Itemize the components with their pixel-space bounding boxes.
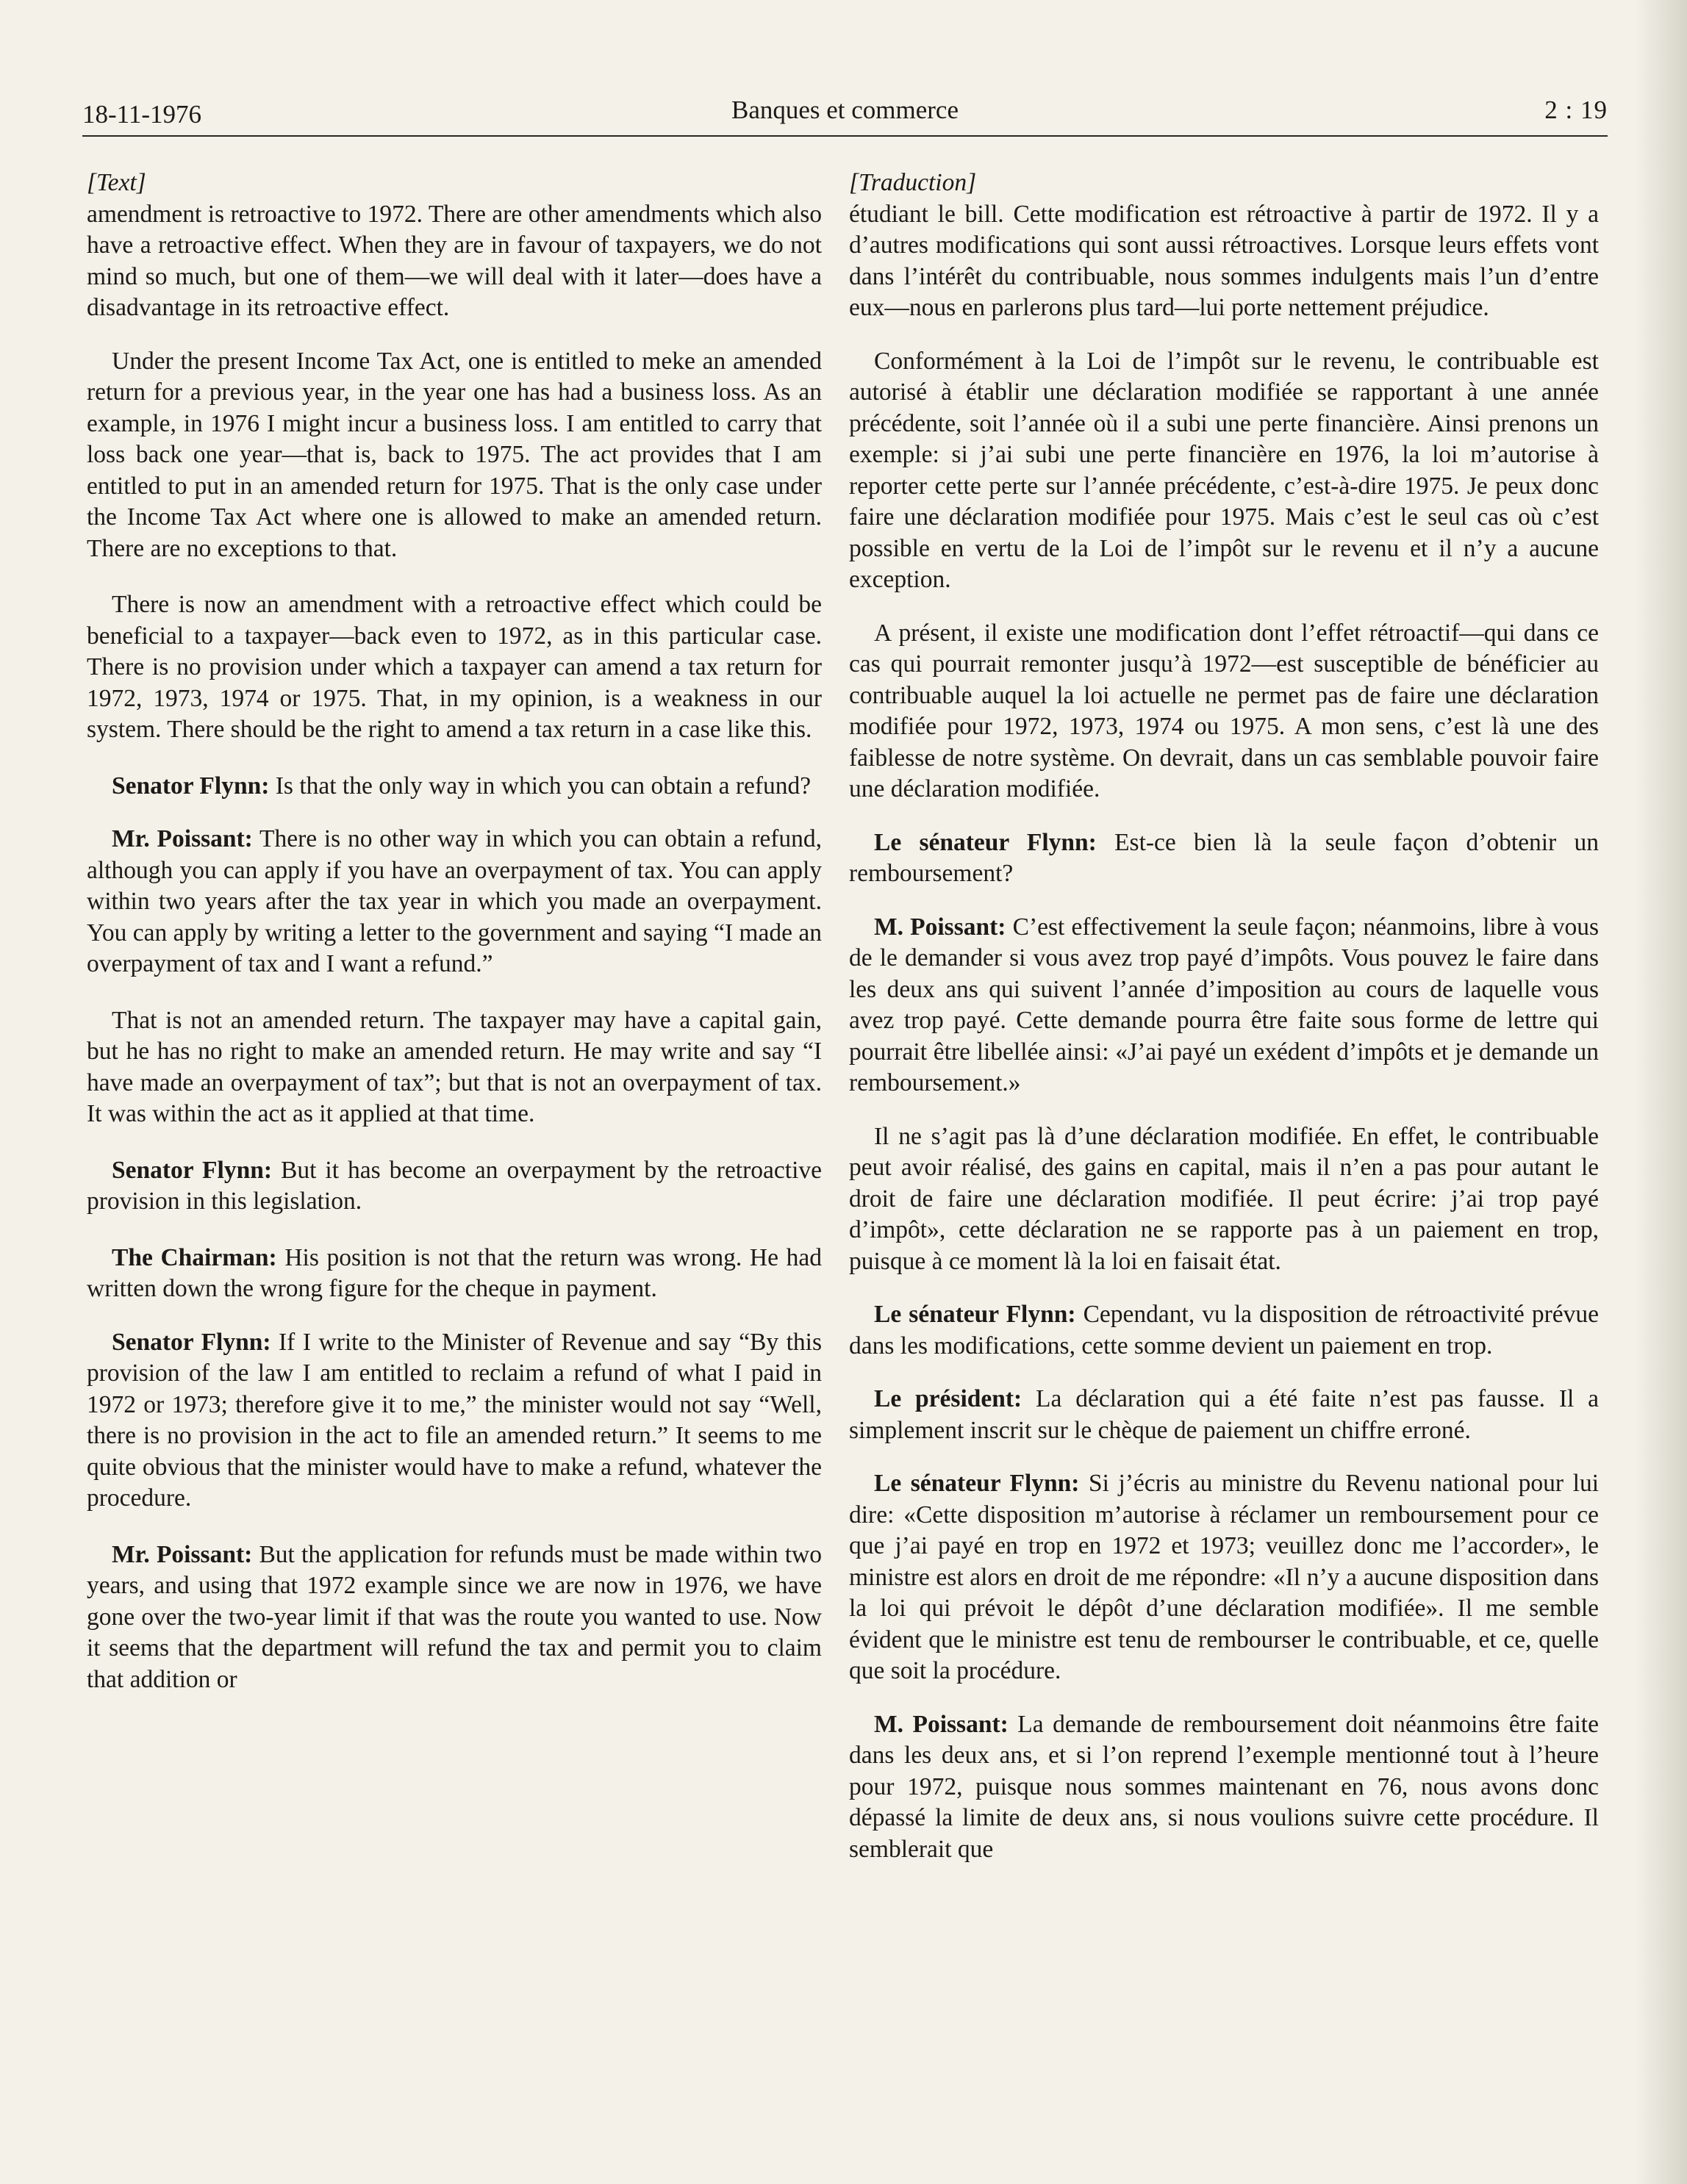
speaker-name: Senator Flynn: [112,1156,272,1184]
speaker-name: The Chairman: [112,1243,277,1271]
paragraph: A présent, il existe une modification dont l’effet rétroactif—qui dans ce cas qui pourrait remonter jusqu’à 1972—est susceptible de bénéficier au contribuable auquel la loi actuelle ne permet pas de faire une déclaration modifiée pour 1972, 1973, 1974 ou 1975. A mon sens, c’est là une des faiblesse de notre système. On devrait, dans un cas semblable pouvoir faire une déclaration modifiée. [849,619,1599,802]
paragraph: étudiant le bill. Cette modification est rétroactive à partir de 1972. Il y a d’autres modifications qui sont aussi rétroactives. Lorsque leurs effets vont dans l’intérêt du contribuable, nous sommes indulgents mais l’un d’entre eux—nous en parlerons plus tard—lui porte nettement préjudice. [849,200,1599,321]
speaker-paragraph: M. Poissant: C’est effectivement la seule façon; néanmoins, libre à vous de le demander si vous avez trop payé d’impôts. Vous pouvez le faire dans les deux ans qui suivent l’année d’imposition au cours de laquelle vous avez trop payé. Cette demande pourra être faite sous forme de lettre qui pourrait être libellée ainsi: «J’ai payé un exédent d’impôts et je demande un remboursement.» [849,913,1599,1096]
speaker-paragraph: Le sénateur Flynn: Est-ce bien là la seule façon d’obtenir un remboursement? [849,828,1599,887]
speaker-name: M. Poissant: [874,913,1006,941]
column-label-traduction: [Traduction] [849,169,977,196]
speaker-name: Mr. Poissant: [112,1540,253,1568]
paragraph: Under the present Income Tax Act, one is entitled to meke an amended return for a previous year, in the year one has had a business loss. As an example, in 1976 I might incur a business loss. I am entitled to carry that loss back one year—that is, back to 1975. The act provides that I am entitled to put in an amended return for 1975. That is the only case under the Income Tax Act where one is allowed to make an amended return. There are no exceptions to that. [87,347,822,562]
page-header [82,84,1608,137]
speaker-name: Senator Flynn: [112,1328,271,1356]
paragraph: That is not an amended return. The taxpayer may have a capital gain, but he has no right to make an amended return. He may write and say “I have made an overpayment of tax”; but that is not an overpayment of tax. It was within the act as it applied at that time. [87,1006,822,1127]
english-column [87,168,822,1717]
speaker-name: Le président: [874,1385,1022,1412]
speaker-paragraph: Senator Flynn: Is that the only way in which you can obtain a refund? [112,772,812,800]
speaker-paragraph: Le sénateur Flynn: Cependant, vu la disposition de rétroactivité prévue dans les modifications, cette somme devient un paiement en trop. [849,1301,1599,1359]
speaker-name: Le sénateur Flynn: [874,1301,1076,1328]
speaker-name: Mr. Poissant: [112,825,253,852]
header-page-number: 2 : 19 [1544,96,1608,124]
paragraph: Conformément à la Loi de l’impôt sur le revenu, le contribuable est autorisé à établir une déclaration modifiée se rapportant à une année précédente, soit l’année où il a subi une perte financière. Ainsi prenons un exemple: si j’ai subi une perte financière en 1976, la loi m’autorise à reporter cette perte sur l’année précédente, c’est-à-dire 1975. Je peux donc faire une déclaration modifiée pour 1975. Mais c’est le seul cas où c’est possible en vertu de la Loi de l’impôt sur le revenu et il n’y a aucune exception. [849,347,1599,593]
speaker-paragraph: Mr. Poissant: But the application for refunds must be made within two years, and using that 1972 example since we are now in 1976, we have gone over the two-year limit if that was the route you wanted to use. Now it seems that the department will refund the tax and permit you to claim that addition or [87,1540,822,1693]
french-column [849,168,1599,1887]
header-date: 18-11-1976 [82,100,202,129]
speaker-name: Le sénateur Flynn: [874,1470,1080,1497]
speaker-name: Le sénateur Flynn: [874,828,1097,856]
paragraph: Il ne s’agit pas là d’une déclaration modifiée. En effet, le contribuable peut avoir réalisé, des gains en capital, mais il n’en a pas pour autant le droit de faire une déclaration modifiée. Il peut écrire: j’ai trop payé d’impôt», cette déclaration ne se rapporte pas à un paiement en trop, puisque à ce moment là la loi en faisait état. [849,1122,1599,1275]
paragraph: amendment is retroactive to 1972. There are other amendments which also have a retroactive effect. When they are in favour of taxpayers, we do not mind so much, but one of them—we will deal with it later—does have a disadvantage in its retroactive effect. [87,200,822,321]
speaker-paragraph: Mr. Poissant: There is no other way in which you can obtain a refund, although you can apply if you have an overpayment of tax. You can apply within two years after the tax year in which you made an overpayment. You can apply by writing a letter to the government and saying “I made an overpayment of tax and I want a refund.” [87,825,823,977]
header-title: Banques et commerce [731,96,959,124]
speaker-paragraph: Senator Flynn: But it has become an overpayment by the retroactive provision in this legislation. [87,1156,822,1215]
speaker-paragraph: Senator Flynn: If I write to the Minister of Revenue and say “By this provision of the law I am entitled to reclaim a refund of what I paid in 1972 or 1973; therefore give it to me,” the minister would not say “Well, there is no provision in the act to file an amended return.” It seems to me quite obvious that the minister would have to make a refund, whatever the procedure. [87,1328,822,1512]
speaker-name: M. Poissant: [874,1710,1009,1738]
speaker-paragraph: M. Poissant: La demande de remboursement doit néanmoins être faite dans les deux ans, et si l’on reprend l’exemple mentionné tout à l’heure pour 1972, puisque nous sommes maintenant en 76, nous avons donc dépassé la limite de deux ans, si nous voulions suivre cette procédure. Il semblerait que [849,1710,1599,1863]
speaker-name: Senator Flynn: [112,772,270,800]
speaker-paragraph: The Chairman: His position is not that the return was wrong. He had written down the wrong figure for the cheque in payment. [87,1243,822,1302]
speaker-paragraph: Le sénateur Flynn: Si j’écris au ministre du Revenu national pour lui dire: «Cette disposition m’autorise à réclamer un remboursement pour ce que j’ai payé en trop en 1972 et 1973; veuillez donc me l’accorder», le ministre est alors en droit de me répondre: «Il n’y a aucune disposition dans la loi qui prévoit le dépôt d’une déclaration modifiée». Il me semble évident que le ministre est tenu de rembourser le contribuable, et ce, quelle que soit la procédure. [849,1470,1600,1684]
speaker-paragraph: Le président: La déclaration qui a été faite n’est pas fausse. Il a simplement inscrit sur le chèque de paiement un chiffre erroné. [849,1385,1599,1444]
paragraph: There is now an amendment with a retroactive effect which could be beneficial to a taxpayer—back even to 1972, as in this particular case. There is no provision under which a taxpayer can amend a tax return for 1972, 1973, 1974 or 1975. That, in my opinion, is a weakness in our system. There should be the right to amend a tax return in a case like this. [87,591,822,743]
column-label-text: [Text] [87,169,146,196]
page-binding-shadow [1636,0,1687,2184]
